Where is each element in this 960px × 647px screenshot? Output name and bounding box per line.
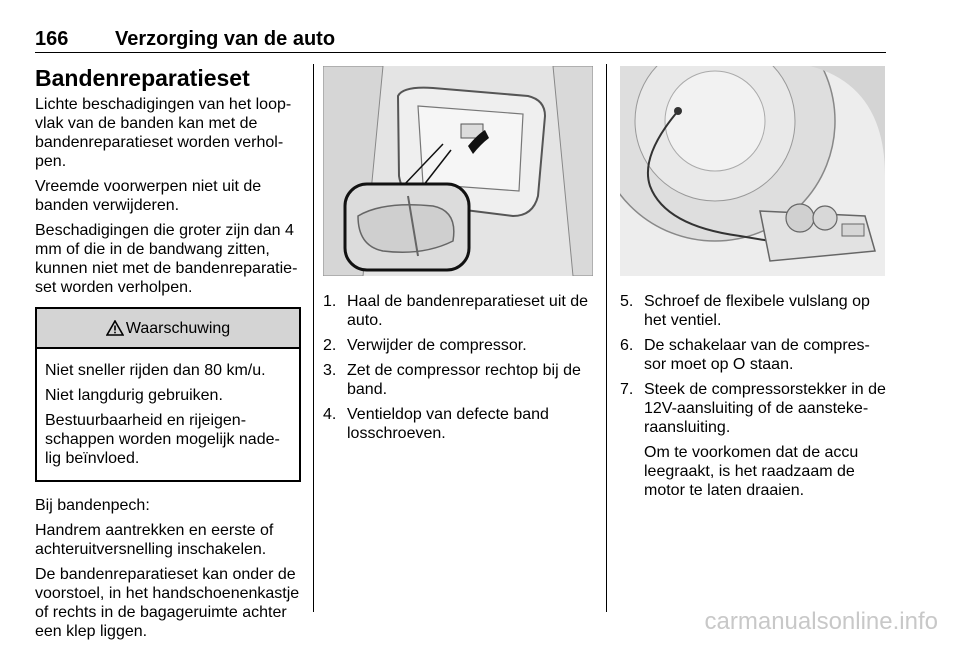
- watermark: carmanualsonline.info: [704, 608, 938, 635]
- list-item: [620, 380, 890, 437]
- column-1: [35, 64, 301, 647]
- column-divider-2: [606, 64, 607, 612]
- step-number: 6.: [620, 337, 634, 354]
- repair-kit-illustration: [323, 66, 593, 276]
- warning-body: [37, 349, 299, 480]
- paragraph: Handrem aantrekken en eerste of achteruitversnelling inschakelen.: [35, 522, 274, 558]
- step-number: 5.: [620, 293, 634, 310]
- page-number: 166: [35, 28, 69, 50]
- warning-box: [35, 307, 301, 482]
- list-item: [620, 336, 890, 374]
- paragraph: Beschadigingen die groter zijn dan 4 mm of die in de bandwang zitten, kunnen niet met de bandenreparatie-set worden verholpen.: [35, 222, 298, 296]
- step-text: Steek de compressorstekker in de 12V-aansluiting of de aansteke-raansluiting.: [644, 381, 886, 436]
- warning-header: [37, 309, 299, 349]
- step-text: Haal de bandenreparatieset uit de auto.: [347, 293, 589, 329]
- page-header: [35, 28, 886, 53]
- list-item: [323, 405, 593, 443]
- column-2: [323, 292, 593, 449]
- warning-title: Waarschuwing: [125, 319, 231, 337]
- step-number: 1.: [323, 293, 337, 310]
- figure-repair-kit-location: [323, 66, 593, 276]
- step-number: 7.: [620, 381, 634, 398]
- step-text: Ventieldop van defecte band losschroeven.: [347, 406, 549, 442]
- warning-line: Niet sneller rijden dan 80 km/u.: [45, 362, 266, 379]
- step-number: 4.: [323, 406, 337, 423]
- warning-line: Bestuurbaarheid en rijeigen-schappen worden mogelijk nade-lig beïnvloed.: [45, 412, 280, 467]
- paragraph: Lichte beschadigingen van het loop-vlak van de banden kan met de bandenreparatieset worden verhol-pen.: [35, 96, 292, 170]
- column-3: [620, 292, 890, 506]
- step-text: Schroef de flexibele vulslang op het ventiel.: [644, 293, 870, 329]
- note-text: Om te voorkomen dat de accu leegraakt, is het raadzaam de motor te laten draaien.: [644, 444, 859, 499]
- column-divider-1: [313, 64, 314, 612]
- warning-line: Niet langdurig gebruiken.: [45, 387, 223, 404]
- steps-list-2: [620, 292, 890, 437]
- paragraph: De bandenreparatieset kan onder de voorstoel, in het handschoenenkastje of rechts in de bagageruimte achter een klep liggen.: [35, 566, 300, 640]
- step-text: Zet de compressor rechtop bij de band.: [347, 362, 581, 398]
- step-number: 3.: [323, 362, 337, 379]
- paragraph: Vreemde voorwerpen niet uit de banden verwijderen.: [35, 178, 262, 214]
- list-item: [323, 336, 593, 355]
- warning-triangle-icon: [106, 320, 124, 336]
- step-text: De schakelaar van de compres-sor moet op O staan.: [644, 337, 870, 373]
- step-text: Verwijder de compressor.: [347, 337, 527, 354]
- paragraph: Bij bandenpech:: [35, 497, 150, 514]
- step-number: 2.: [323, 337, 337, 354]
- section-title: Bandenreparatieset: [35, 65, 250, 91]
- list-item: [620, 292, 890, 330]
- compressor-illustration: [620, 66, 885, 276]
- figure-compressor-hose: [620, 66, 885, 276]
- list-item: [323, 292, 593, 330]
- list-item: [323, 361, 593, 399]
- steps-list-1: [323, 292, 593, 443]
- chapter-title: Verzorging van de auto: [115, 28, 336, 50]
